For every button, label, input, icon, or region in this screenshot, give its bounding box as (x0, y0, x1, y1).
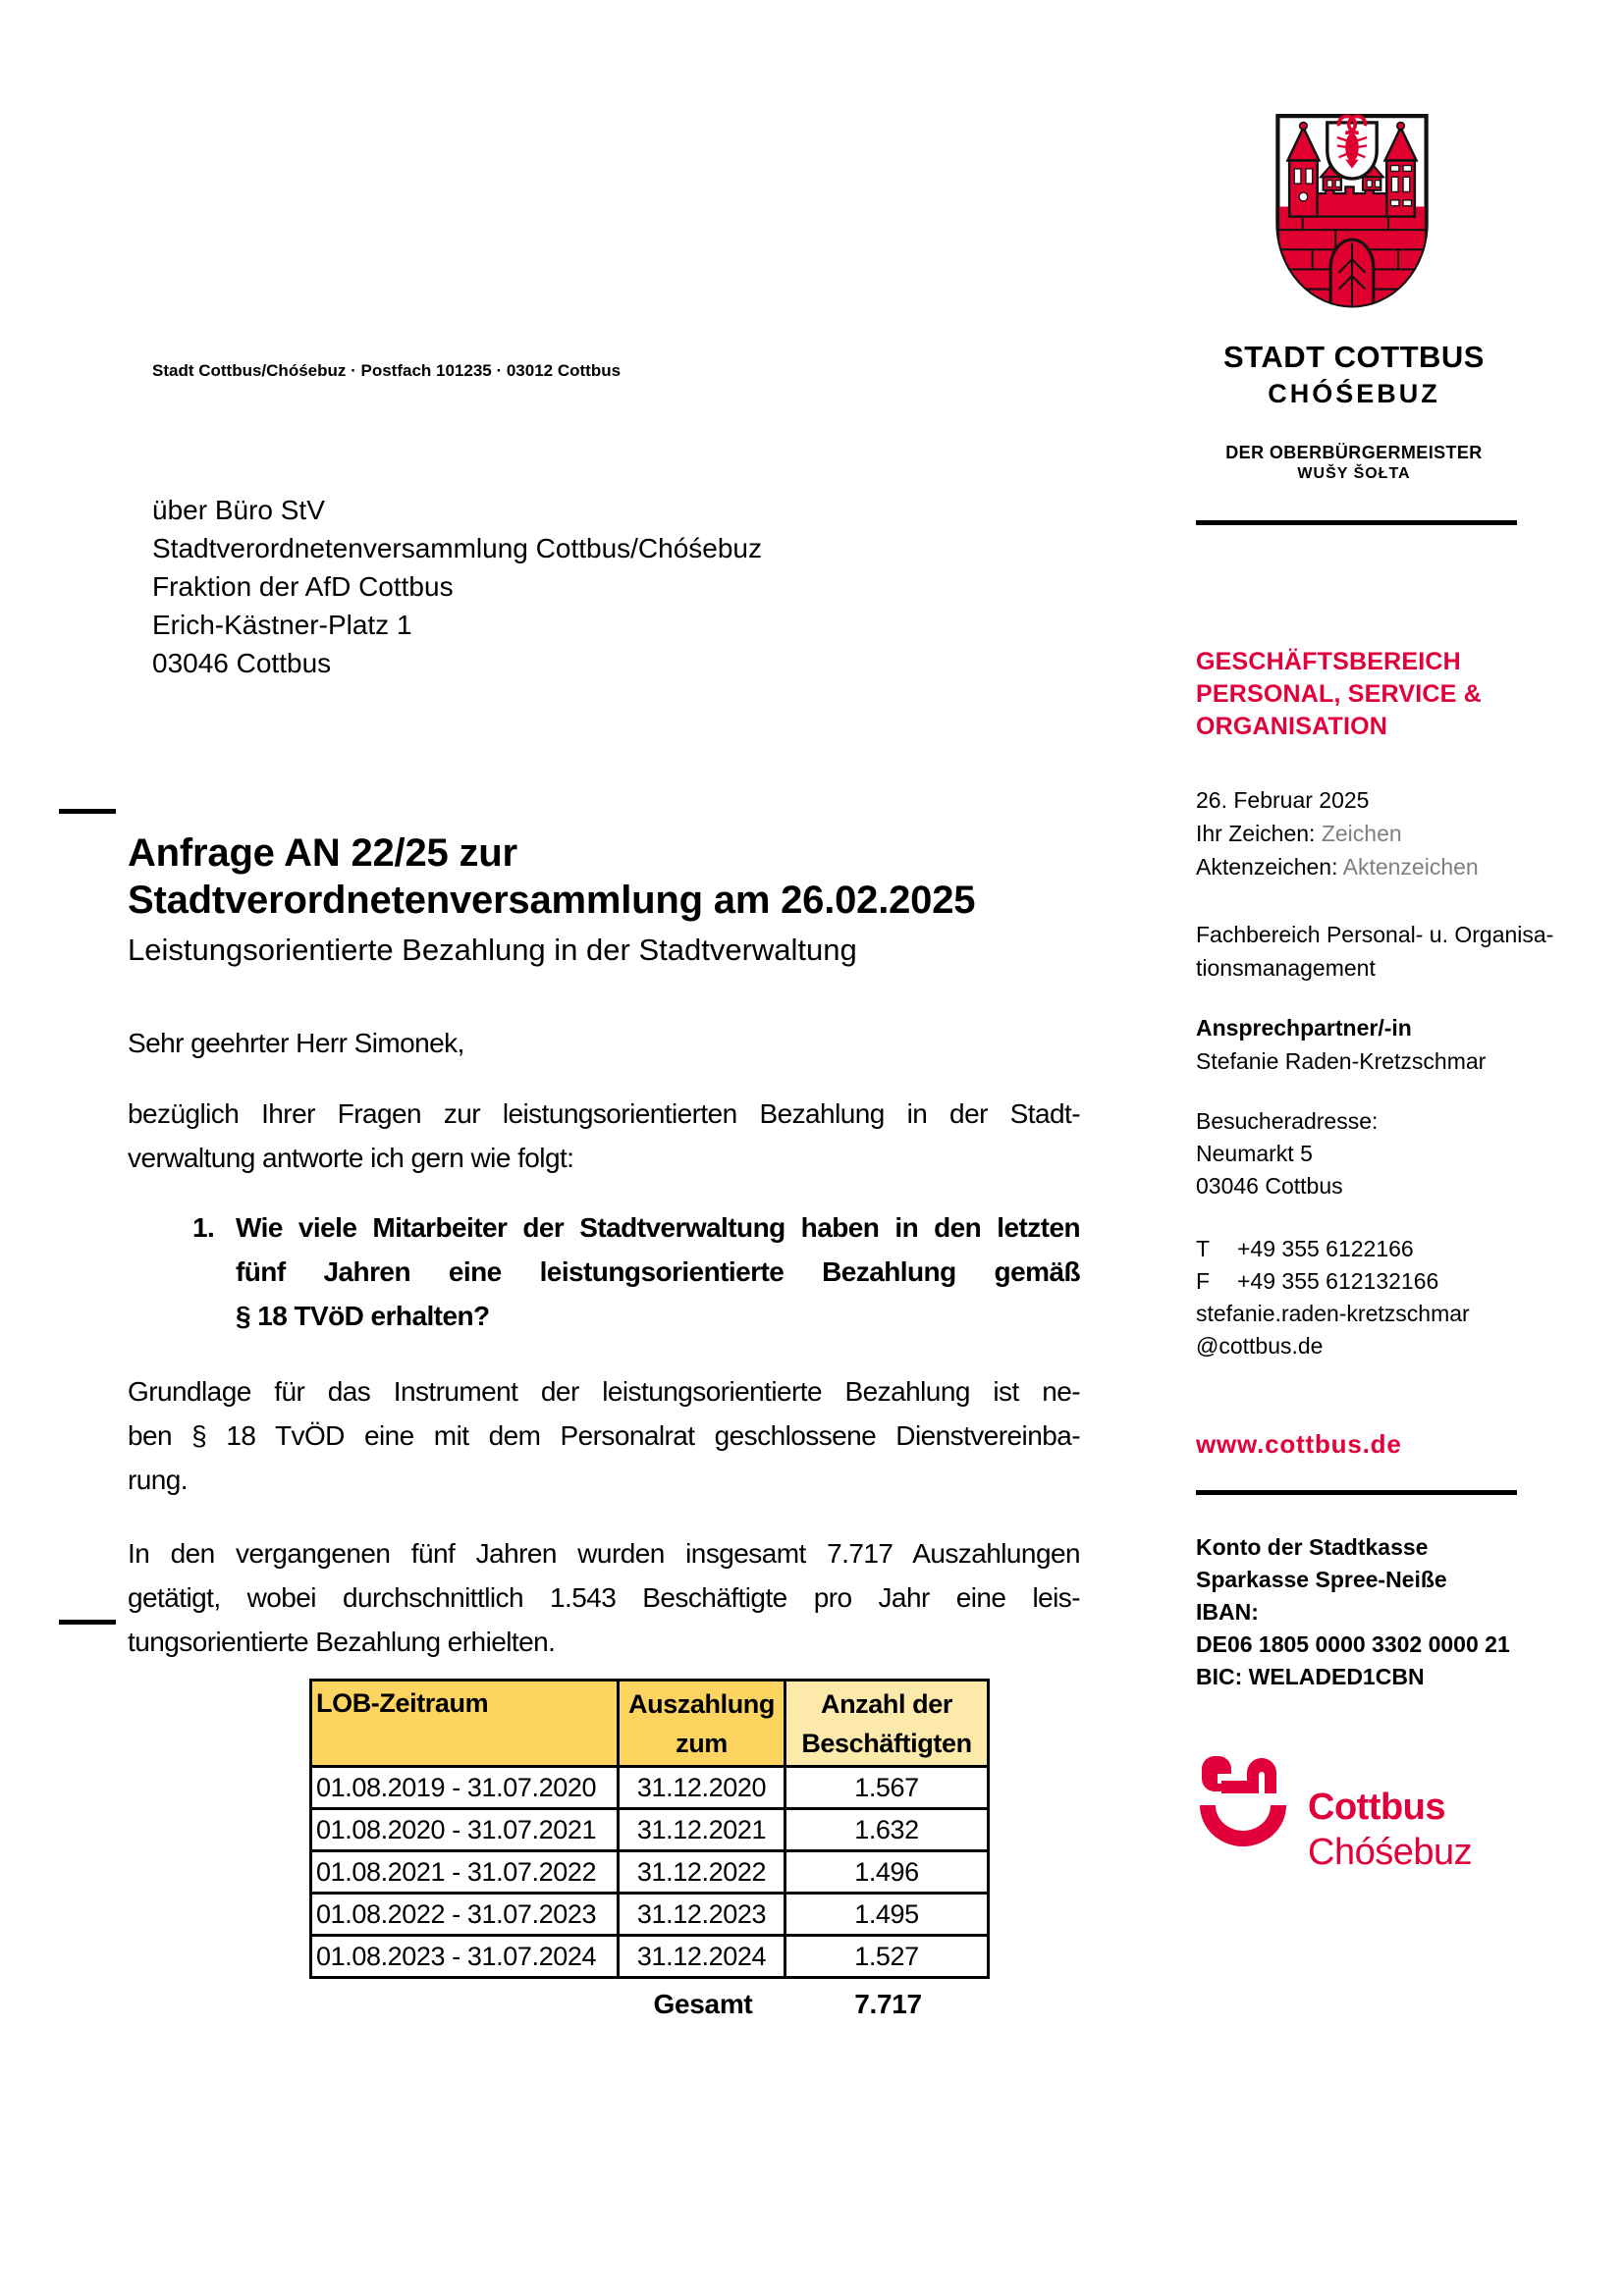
cell-zeitraum: 01.08.2023 - 31.07.2024 (311, 1936, 619, 1978)
aktenzeichen-label: Aktenzeichen: (1196, 854, 1338, 880)
office-title-sorbian: WUŠY ŠOŁTA (1297, 465, 1411, 482)
email-line: stefanie.raden-kretzschmar (1196, 1301, 1470, 1326)
phone-row (1196, 1233, 1589, 1265)
aktenzeichen-value: Aktenzeichen (1342, 854, 1479, 880)
cell-zeitraum: 01.08.2020 - 31.07.2021 (311, 1809, 619, 1851)
letter-subtitle: Leistungsorientierte Bezahlung in der Stadtverwaltung (128, 933, 857, 967)
table-header-row (311, 1681, 989, 1767)
ihr-zeichen-value: Zeichen (1321, 821, 1402, 846)
salutation: Sehr geehrter Herr Simonek, (128, 1028, 464, 1058)
reference-block (1196, 783, 1589, 883)
bank-line: Sparkasse Spree-Neiße (1196, 1567, 1447, 1592)
question-1 (128, 1205, 1080, 1338)
recipient-line: Erich-Kästner-Platz 1 (152, 610, 412, 640)
fax-label: F (1196, 1268, 1211, 1294)
cell-anzahl: 1.632 (785, 1809, 989, 1851)
fax-row (1196, 1265, 1589, 1298)
city-coat-of-arms-icon (1270, 110, 1435, 330)
department-line: ORGANISATION (1196, 713, 1387, 740)
column-header-auszahlung-zum: Auszahlung zum (619, 1681, 785, 1767)
paragraph-line: verwaltung antworte ich gern wie folgt: (128, 1143, 574, 1173)
recipient-line: Fraktion der AfD Cottbus (152, 571, 454, 602)
lob-table-section (309, 1679, 990, 2020)
table-row (311, 1936, 989, 1978)
paragraph-line: ben § 18 TvÖD eine mit dem Personalrat geschlossene Dienstvereinba- (128, 1420, 1080, 1451)
question-line: Wie viele Mitarbeiter der Stadtverwaltung haben in den letzten (236, 1212, 1080, 1243)
cell-auszahlung: 31.12.2020 (619, 1767, 785, 1809)
table-row (311, 1767, 989, 1809)
column-header-anzahl-beschaeftigte: Anzahl der Beschäftigten (785, 1681, 989, 1767)
cell-anzahl: 1.496 (785, 1851, 989, 1894)
column-header-lob-zeitraum: LOB-Zeitraum (311, 1681, 619, 1767)
paragraph-line: Grundlage für das Instrument der leistungsorientierte Bezahlung ist ne- (128, 1376, 1080, 1407)
office-title: DER OBERBÜRGERMEISTER (1225, 443, 1483, 462)
letter-date: 26. Februar 2025 (1196, 787, 1370, 813)
recipient-line: 03046 Cottbus (152, 648, 332, 678)
visitor-address-block (1196, 1105, 1589, 1202)
letter-title-block (128, 829, 1080, 968)
visitor-city: 03046 Cottbus (1196, 1173, 1343, 1199)
visitor-street: Neumarkt 5 (1196, 1141, 1313, 1166)
contact-block (1196, 1011, 1589, 1078)
department-block (1196, 646, 1589, 743)
paragraph-line: getätigt, wobei durchschnittlich 1.543 Beschäftigte pro Jahr eine leis- (128, 1582, 1080, 1613)
bank-details-block (1196, 1531, 1589, 1693)
ihr-zeichen-label: Ihr Zeichen: (1196, 821, 1316, 846)
logo-word-cottbus: Cottbus (1308, 1787, 1446, 1828)
total-value: 7.717 (854, 1989, 922, 2019)
cell-zeitraum: 01.08.2021 - 31.07.2022 (311, 1851, 619, 1894)
paragraph-line: rung. (128, 1465, 189, 1495)
fold-mark (59, 809, 116, 814)
total-label: Gesamt (653, 1989, 753, 2019)
paragraph-answer-2 (128, 1531, 1080, 1664)
sender-return-address: Stadt Cottbus/Chóśebuz · Postfach 101235 · 03012 Cottbus (152, 361, 622, 380)
sidebar-divider (1196, 1490, 1517, 1495)
visitor-label: Besucheradresse: (1196, 1108, 1379, 1134)
paragraph-line: tungsorientierte Bezahlung erhielten. (128, 1627, 556, 1657)
letter-title: Stadtverordnetenversammlung am 26.02.2025 (128, 879, 976, 922)
cell-auszahlung: 31.12.2024 (619, 1936, 785, 1978)
lob-table (309, 1679, 990, 1979)
phone-block (1196, 1233, 1589, 1362)
paragraph-line: In den vergangenen fünf Jahren wurden insgesamt 7.717 Auszahlungen (128, 1538, 1080, 1569)
paragraph-intro (128, 1092, 1080, 1180)
fax-number: +49 355 612132166 (1237, 1268, 1439, 1294)
sidebar-divider (1196, 520, 1517, 525)
logo-word-chosebuz: Chóśebuz (1308, 1832, 1473, 1873)
paragraph-answer-1 (128, 1369, 1080, 1502)
cottbus-smile-logo-icon (1194, 1749, 1292, 1869)
cell-zeitraum: 01.08.2022 - 31.07.2023 (311, 1894, 619, 1936)
website-link: www.cottbus.de (1196, 1429, 1402, 1459)
bank-line: BIC: WELADED1CBN (1196, 1664, 1425, 1689)
table-row (311, 1809, 989, 1851)
cell-auszahlung: 31.12.2022 (619, 1851, 785, 1894)
email-line: @cottbus.de (1196, 1333, 1324, 1359)
fold-mark (59, 1620, 116, 1625)
phone-label: T (1196, 1236, 1211, 1261)
cell-anzahl: 1.567 (785, 1767, 989, 1809)
table-row (311, 1851, 989, 1894)
city-name-sorbian: CHÓŚEBUZ (1268, 379, 1440, 408)
question-line: fünf Jahren eine leistungsorientierte Bezahlung gemäß (236, 1256, 1080, 1287)
bank-line: Konto der Stadtkasse (1196, 1534, 1429, 1560)
cell-zeitraum: 01.08.2019 - 31.07.2020 (311, 1767, 619, 1809)
table-row (311, 1894, 989, 1936)
aktenzeichen-row (1196, 850, 1589, 883)
table-total-row (309, 1989, 990, 2020)
bank-line: DE06 1805 0000 3302 0000 21 (1196, 1631, 1510, 1657)
city-logo-text (1308, 1785, 1472, 1875)
fachbereich-line: Fachbereich Personal- u. Organisa- (1196, 922, 1554, 947)
cell-anzahl: 1.495 (785, 1894, 989, 1936)
cell-auszahlung: 31.12.2021 (619, 1809, 785, 1851)
city-name: STADT COTTBUS (1223, 340, 1485, 374)
contact-label: Ansprechpartner/-in (1196, 1015, 1412, 1041)
department-line: PERSONAL, SERVICE & (1196, 680, 1482, 708)
letter-title: Anfrage AN 22/25 zur (128, 831, 517, 875)
paragraph-line: bezüglich Ihrer Fragen zur leistungsorientierten Bezahlung in der Stadt- (128, 1098, 1080, 1129)
cell-anzahl: 1.527 (785, 1936, 989, 1978)
phone-number: +49 355 6122166 (1237, 1236, 1414, 1261)
question-line: § 18 TVöD erhalten? (236, 1301, 490, 1331)
bank-line: IBAN: (1196, 1599, 1259, 1625)
recipient-line: Stadtverordnetenversammlung Cottbus/Chóśebuz (152, 533, 763, 563)
department-line: GESCHÄFTSBEREICH (1196, 648, 1461, 675)
ihr-zeichen-row (1196, 817, 1589, 850)
contact-name: Stefanie Raden-Kretzschmar (1196, 1048, 1487, 1074)
recipient-address-block (152, 491, 762, 682)
fachbereich-block (1196, 918, 1589, 985)
fachbereich-line: tionsmanagement (1196, 955, 1376, 981)
recipient-line: über Büro StV (152, 495, 325, 525)
cell-auszahlung: 31.12.2023 (619, 1894, 785, 1936)
question-number: 1. (192, 1212, 215, 1243)
